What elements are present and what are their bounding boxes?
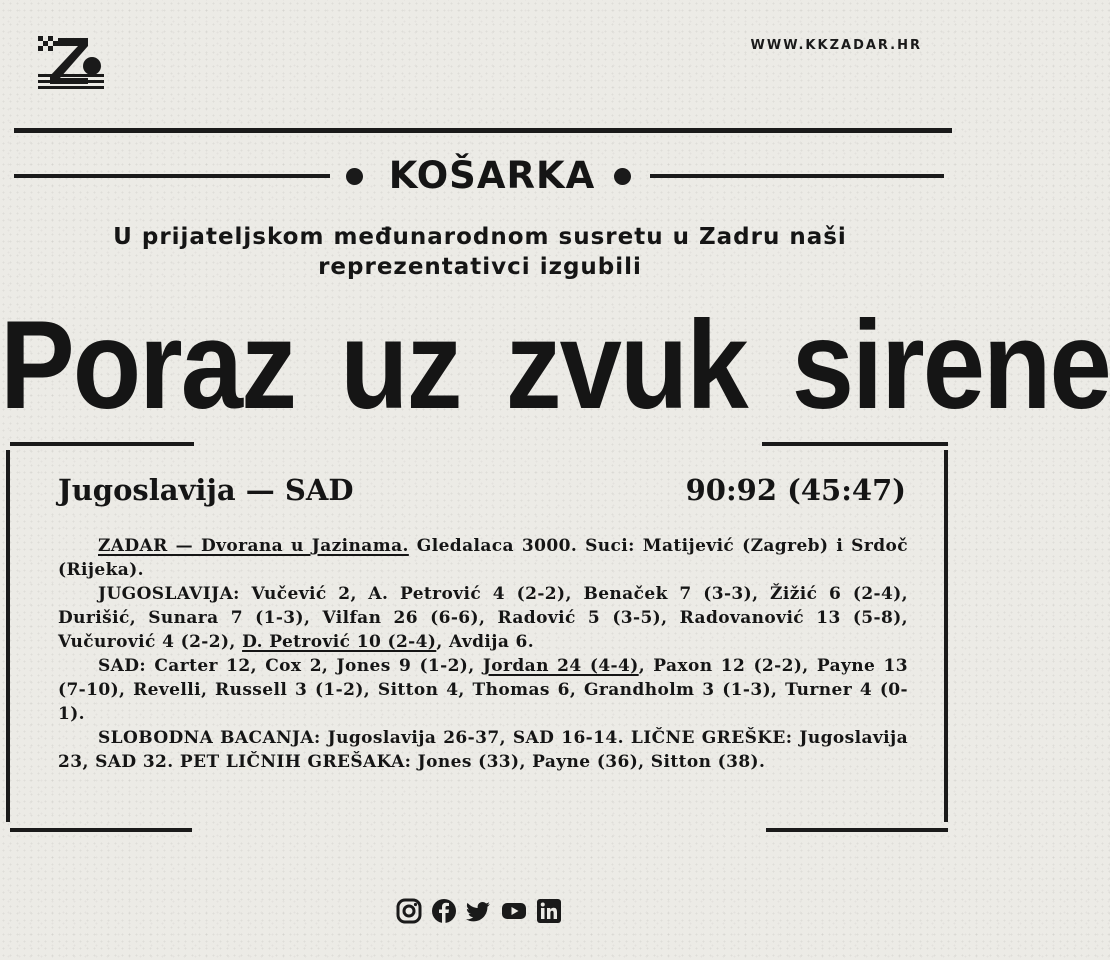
top-rule [14, 128, 952, 133]
box-rule-top-right [762, 442, 948, 446]
usa-players: SAD: Carter 12, Cox 2, Jones 9 (1-2), [98, 656, 483, 676]
kk-zadar-logo [38, 36, 104, 90]
yugoslavia-players-end: , Avdija 6. [436, 632, 535, 652]
website-url[interactable]: WWW.KKZADAR.HR [750, 38, 922, 53]
box-border-right [944, 450, 948, 822]
venue-underlined: ZADAR — Dvorana u Jazinama. [98, 536, 409, 556]
report-stats: SLOBODNA BACANJA: Jugoslavija 26-37, SAD 16-14. LIČNE GREŠKE: Jugoslavija 23, SAD 32. PET LIČNIH GREŠAKA: Jones (33), Payne (36), Sitton (38). [58, 728, 908, 772]
subheadline-line-1: U prijateljskom međunarodnom susretu u Zadru naši [113, 224, 847, 250]
section-label: KOŠARKA [388, 154, 596, 197]
facebook-icon[interactable] [431, 898, 457, 924]
section-rule-right [650, 174, 944, 178]
box-rule-bottom-right [766, 828, 948, 832]
usa-highlight: Jordan 24 (4-4) [482, 656, 639, 676]
report-yugoslavia [58, 582, 908, 654]
usa-players-end: , Paxon 12 (2-2), Payne 13 (7-10), Revelli, Russell 3 (1-2), Sitton 4, Thomas 6, Grandholm 3 (1-3), Turner 4 (0-1). [58, 656, 909, 724]
instagram-icon[interactable] [396, 898, 422, 924]
youtube-icon[interactable] [501, 898, 527, 924]
bullet-dot-left [346, 168, 363, 185]
report-usa [58, 654, 908, 726]
box-rule-top-left [10, 442, 194, 446]
yugoslavia-players: JUGOSLAVIJA: Vučević 2, A. Petrović 4 (2-2), Benaček 7 (3-3), Žižić 6 (2-4), Durišić, Sunara 7 (1-3), Vilfan 26 (6-6), Radović 5 (3-5), Radovanović 13 (5-8), Vučurović 4 (2-2), [58, 584, 908, 652]
match-score: 90:92 (45:47) [685, 473, 906, 507]
box-border-left [6, 450, 10, 822]
box-rule-bottom-left [10, 828, 192, 832]
match-title: Jugoslavija — SAD [58, 473, 354, 507]
linkedin-icon[interactable] [536, 898, 562, 924]
yugoslavia-highlight: D. Petrović 10 (2-4) [242, 632, 437, 652]
subheadline-line-2: reprezentativci izgubili [318, 254, 642, 280]
report-venue [58, 534, 908, 582]
section-rule-left [14, 174, 330, 178]
subheadline [20, 222, 940, 282]
bullet-dot-right [614, 168, 631, 185]
twitter-icon[interactable] [466, 898, 492, 924]
venue-details: Gledalaca 3000. Suci: Matijević (Zagreb) i Srdoč (Rijeka). [58, 536, 908, 580]
match-report [58, 534, 908, 774]
social-links [396, 898, 562, 924]
headline: Poraz uz zvuk sirene [0, 294, 1110, 435]
